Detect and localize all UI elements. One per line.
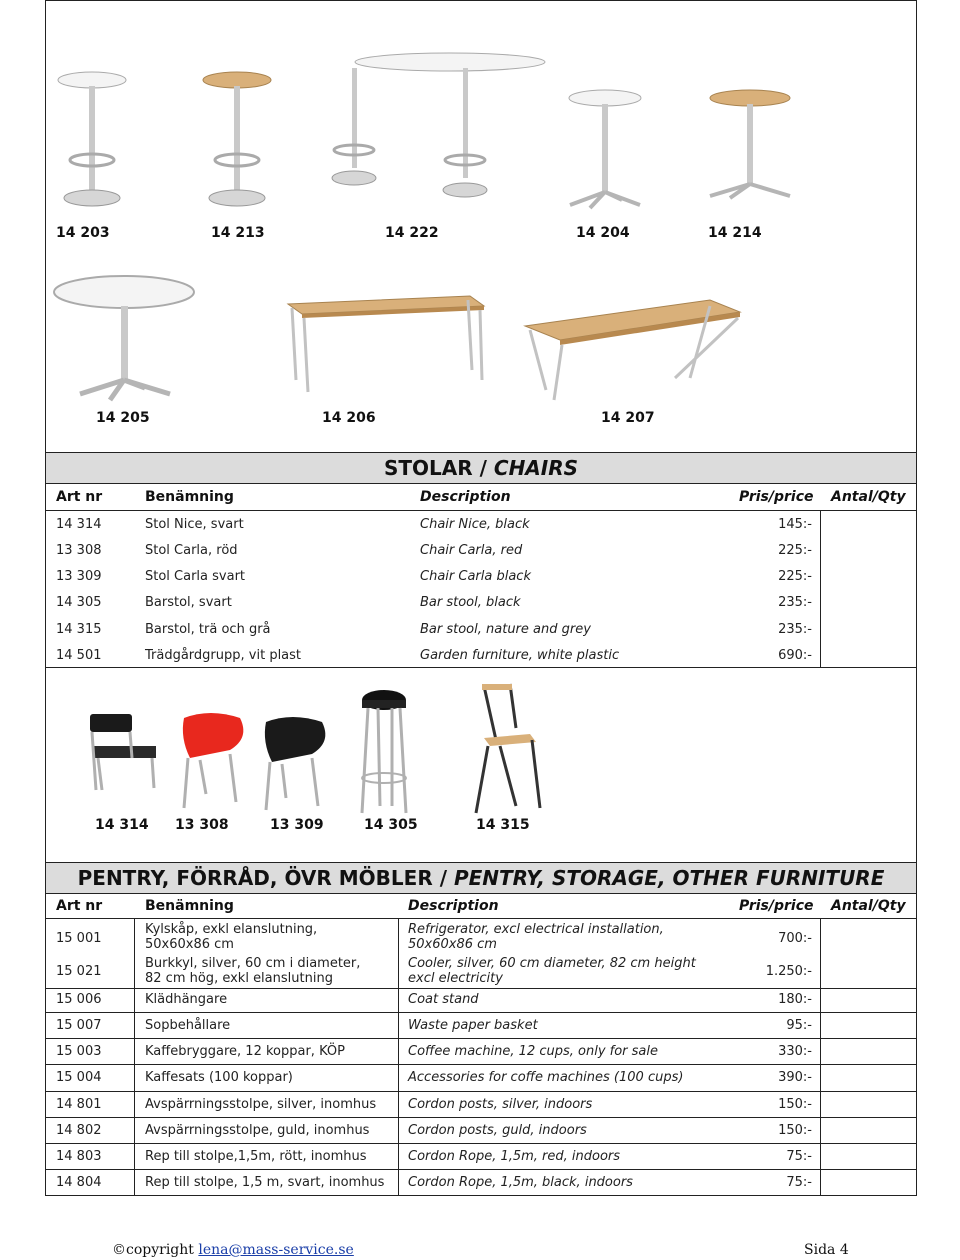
col-art-nr: Art nr	[56, 898, 103, 914]
name: Barstol, svart	[145, 595, 232, 610]
price: 390:-	[778, 1070, 812, 1085]
col-description: Description	[420, 489, 511, 505]
name: Avspärrningsstolpe, silver, inomhus	[145, 1097, 377, 1112]
divider	[46, 1169, 916, 1170]
art-nr: 15 004	[56, 1070, 102, 1085]
art-nr: 14 315	[56, 622, 102, 637]
divider	[46, 918, 916, 919]
col-qty: Antal/Qty	[831, 898, 906, 914]
price: 145:-	[778, 517, 812, 532]
art-nr: 13 308	[56, 543, 102, 558]
col-qty: Antal/Qty	[831, 489, 906, 505]
product-code: 14 305	[364, 817, 418, 833]
chair-13308-image	[183, 713, 243, 808]
grid-line	[134, 918, 135, 1196]
price: 225:-	[778, 543, 812, 558]
art-nr: 15 001	[56, 931, 102, 946]
page-number: Sida 4	[804, 1242, 849, 1258]
description: Chair Carla black	[420, 569, 531, 584]
price: 330:-	[778, 1044, 812, 1059]
product-code: 14 203	[56, 225, 110, 241]
qty-column-line	[820, 510, 821, 667]
grid-line	[820, 918, 821, 1196]
price: 700:-	[778, 931, 812, 946]
description: Cordon posts, silver, indoors	[408, 1097, 593, 1112]
description: Cordon Rope, 1,5m, red, indoors	[408, 1149, 621, 1164]
table-14204-image	[569, 90, 641, 208]
footer-copyright	[112, 1242, 354, 1258]
art-nr: 14 802	[56, 1123, 102, 1138]
name: Kylskåp, exkl elanslutning, 50x60x86 cm	[145, 922, 318, 952]
art-nr: 15 003	[56, 1044, 102, 1059]
description: Coffee machine, 12 cups, only for sale	[408, 1044, 659, 1059]
section-title-en: PENTRY, STORAGE, OTHER FURNITURE	[453, 866, 885, 890]
bar-tables-illustration	[50, 0, 870, 420]
art-nr: 14 305	[56, 595, 102, 610]
divider	[46, 1143, 916, 1144]
product-code: 14 315	[476, 817, 530, 833]
art-nr: 14 803	[56, 1149, 102, 1164]
name: Barstol, trä och grå	[145, 622, 271, 637]
chairs-section-title	[46, 452, 916, 484]
col-name: Benämning	[145, 489, 234, 505]
table-14207-image	[525, 300, 740, 400]
product-code: 13 308	[175, 817, 229, 833]
table-14203-image	[58, 72, 126, 206]
description: Cordon Rope, 1,5m, black, indoors	[408, 1175, 633, 1190]
chair-image-codes	[0, 817, 960, 837]
col-price: Pris/price	[739, 898, 814, 914]
table-14206-image	[288, 296, 484, 392]
art-nr: 15 007	[56, 1018, 102, 1033]
table-14205-image	[54, 276, 194, 400]
name: Sopbehållare	[145, 1018, 231, 1033]
art-nr: 15 006	[56, 992, 102, 1007]
col-art-nr: Art nr	[56, 489, 103, 505]
product-code: 14 207	[601, 410, 655, 426]
chair-14315-image	[476, 684, 540, 813]
price: 150:-	[778, 1097, 812, 1112]
section-title-sv: STOLAR /	[383, 456, 487, 480]
product-code: 14 222	[385, 225, 439, 241]
name: Kaffesats (100 koppar)	[145, 1070, 293, 1085]
description: Waste paper basket	[408, 1018, 538, 1033]
name: Burkkyl, silver, 60 cm i diameter, 82 cm hög, exkl elanslutning	[145, 956, 361, 986]
divider	[46, 1012, 916, 1013]
section-title-en: CHAIRS	[493, 456, 579, 480]
chairs-illustration	[80, 678, 550, 818]
divider	[46, 667, 916, 668]
art-nr: 14 501	[56, 648, 102, 663]
divider	[46, 1038, 916, 1039]
art-nr: 14 804	[56, 1175, 102, 1190]
price: 1.250:-	[765, 964, 812, 979]
product-code: 13 309	[270, 817, 324, 833]
product-code: 14 213	[211, 225, 265, 241]
art-nr: 14 801	[56, 1097, 102, 1112]
name: Avspärrningsstolpe, guld, inomhus	[145, 1123, 370, 1138]
table-14214-image	[710, 90, 790, 198]
price: 95:-	[786, 1018, 812, 1033]
product-code: 14 214	[708, 225, 762, 241]
pentry-section-title	[46, 862, 916, 894]
copyright-text: ©copyright	[112, 1242, 194, 1258]
price: 180:-	[778, 992, 812, 1007]
table-14222-image	[332, 53, 545, 197]
chair-14305-image	[362, 690, 406, 813]
col-price: Pris/price	[739, 489, 814, 505]
art-nr: 13 309	[56, 569, 102, 584]
description: Cordon posts, guld, indoors	[408, 1123, 587, 1138]
divider	[46, 510, 916, 511]
table-14213-image	[203, 72, 271, 206]
grid-line	[398, 918, 399, 1196]
divider	[46, 1064, 916, 1065]
divider	[46, 1117, 916, 1118]
name: Stol Nice, svart	[145, 517, 244, 532]
description: Bar stool, black	[420, 595, 521, 610]
chair-13309-image	[265, 717, 325, 810]
name: Rep till stolpe, 1,5 m, svart, inomhus	[145, 1175, 385, 1190]
chair-14314-image	[90, 714, 156, 790]
name: Klädhängare	[145, 992, 228, 1007]
art-nr: 15 021	[56, 964, 102, 979]
product-code: 14 205	[96, 410, 150, 426]
product-code: 14 206	[322, 410, 376, 426]
price: 75:-	[786, 1149, 812, 1164]
description: Cooler, silver, 60 cm diameter, 82 cm height excl electricity	[408, 956, 696, 986]
name: Trädgårdgrupp, vit plast	[145, 648, 302, 663]
description: Garden furniture, white plastic	[420, 648, 620, 663]
price: 235:-	[778, 622, 812, 637]
product-code: 14 314	[95, 817, 149, 833]
art-nr: 14 314	[56, 517, 102, 532]
product-codes-row-2	[0, 410, 960, 430]
col-description: Description	[408, 898, 499, 914]
description: Chair Carla, red	[420, 543, 523, 558]
price: 75:-	[786, 1175, 812, 1190]
description: Accessories for coffe machines (100 cups)	[408, 1070, 684, 1085]
col-name: Benämning	[145, 898, 234, 914]
description: Coat stand	[408, 992, 479, 1007]
description: Bar stool, nature and grey	[420, 622, 591, 637]
product-codes-row-1	[0, 225, 960, 245]
product-code: 14 204	[576, 225, 630, 241]
name: Kaffebryggare, 12 koppar, KÖP	[145, 1044, 345, 1059]
price: 235:-	[778, 595, 812, 610]
price: 150:-	[778, 1123, 812, 1138]
divider	[46, 1091, 916, 1092]
description: Refrigerator, excl electrical installation, 50x60x86 cm	[408, 922, 664, 952]
price: 690:-	[778, 648, 812, 663]
email-link[interactable]: lena@mass-service.se	[198, 1242, 354, 1258]
section-title-sv: PENTRY, FÖRRÅD, ÖVR MÖBLER /	[77, 866, 447, 890]
description: Chair Nice, black	[420, 517, 530, 532]
name: Stol Carla, röd	[145, 543, 238, 558]
price: 225:-	[778, 569, 812, 584]
name: Rep till stolpe,1,5m, rött, inomhus	[145, 1149, 367, 1164]
name: Stol Carla svart	[145, 569, 246, 584]
divider	[46, 988, 916, 989]
